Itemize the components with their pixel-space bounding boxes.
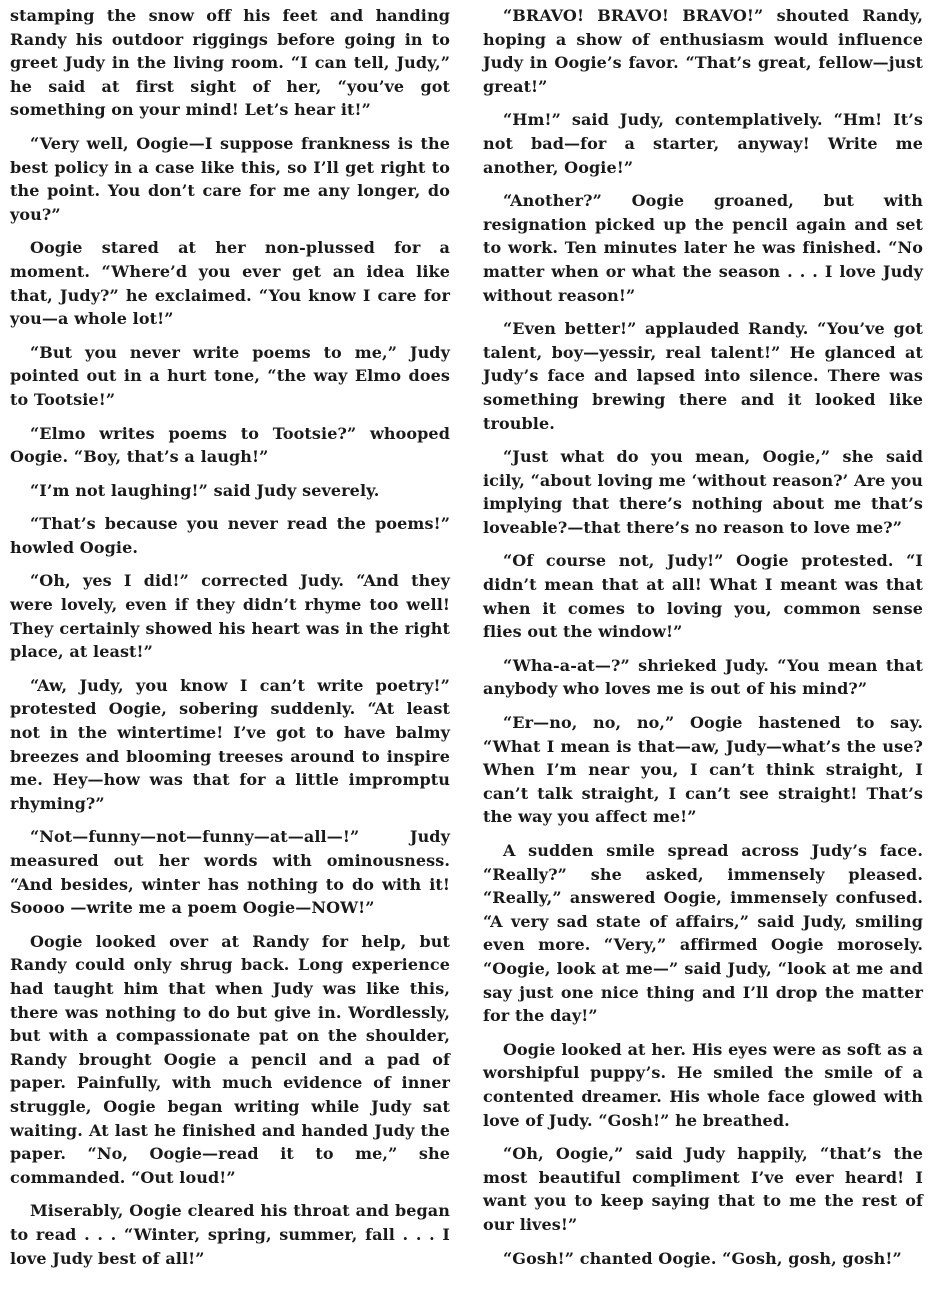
paragraph: “Elmo writes poems to Tootsie?” whooped Oogie. “Boy, that’s a laugh!”	[10, 423, 450, 467]
paragraph: “Oh, yes I did!” corrected Judy. “And they were lovely, even if they didn’t rhyme too well! They certainly showed his heart was in the right place, at least!”	[10, 571, 450, 662]
paragraph: “Oh, Oogie,” said Judy happily, “that’s the most beautiful compliment I’ve ever heard! I want you to keep saying that to me the rest of our lives!”	[483, 1144, 923, 1234]
paragraph: Oogie looked over at Randy for help, but Randy could only shrug back. Long experience had taught him that when Judy was like this, there was nothing to do but give in. Wordlessly, but with a compassionate pat on the shoulder, Randy brought Oogie a pencil and a pad of paper. Painfully, with much evidence of inner struggle, Oogie began writing while Judy sat waiting. At last he finished and handed Judy the paper. “No, Oogie—read it to me,” she commanded. “Out loud!”	[10, 931, 450, 1187]
paragraph: “Not—funny—not—funny—at—all—!” Judy measured out her words with ominousness. “And besides, winter has nothing to do with it! Soooo —write me a poem Oogie—NOW!”	[10, 827, 450, 918]
paragraph: “Very well, Oogie—I suppose frankness is the best policy in a case like this, so I’ll get right to the point. You don’t care for me any longer, do you?”	[10, 133, 450, 224]
paragraph: “Even better!” applauded Randy. “You’ve got talent, boy—yessir, real talent!” He glanced at Judy’s face and lapsed into silence. There was something brewing there and it looked like trouble.	[483, 319, 923, 433]
paragraph: “But you never write poems to me,” Judy pointed out in a hurt tone, “the way Elmo does to Tootsie!”	[10, 342, 450, 409]
paragraph: “Another?” Oogie groaned, but with resignation picked up the pencil again and set to work. Ten minutes later he was finished. “No matter when or what the season . . . I love Judy without reason!”	[483, 191, 923, 305]
paragraph: “Er—no, no, no,” Oogie hastened to say. “What I mean is that—aw, Judy—what’s the use? When I’m near you, I can’t think straight, I can’t talk straight, I can’t see straight! That’s the way you affect me!”	[483, 713, 923, 827]
right-text-column	[483, 4, 923, 1270]
paragraph: Oogie stared at her non-plussed for a moment. “Where’d you ever get an idea like that, Judy?” he exclaimed. “You know I care for you—a whole lot!”	[10, 238, 450, 329]
paragraph: Miserably, Oogie cleared his throat and began to read . . . “Winter, spring, summer, fall . . . I love Judy best of all!”	[10, 1201, 450, 1268]
paragraph: Oogie looked at her. His eyes were as soft as a worshipful puppy’s. He smiled the smile of a contented dreamer. His whole face glowed with love of Judy. “Gosh!” he breathed.	[483, 1039, 923, 1130]
paragraph: “Just what do you mean, Oogie,” she said icily, “about loving me ‘without reason?’ Are you implying that there’s nothing about me that’s loveable?—that there’s no reason to love me?”	[483, 447, 923, 537]
paragraph: stamping the snow off his feet and handing Randy his outdoor riggings before going in to greet Judy in the living room. “I can tell, Judy,” he said at first sight of her, “you’ve got something on your mind! Let’s hear it!”	[10, 6, 450, 120]
paragraph: “I’m not laughing!” said Judy severely.	[30, 480, 380, 500]
paragraph: “Of course not, Judy!” Oogie protested. “I didn’t mean that at all! What I meant was that when it comes to loving you, common sense flies out the window!”	[483, 551, 923, 642]
paragraph: A sudden smile spread across Judy’s face. “Really?” she asked, immensely pleased. “Really,” answered Oogie, immensely confused. “A very sad state of affairs,” said Judy, smiling even more. “Very,” affirmed Oogie morosely. “Oogie, look at me—” said Judy, “look at me and say just one nice thing and I’ll drop the matter for the day!”	[483, 841, 923, 1026]
paragraph: “That’s because you never read the poems!” howled Oogie.	[10, 514, 450, 557]
left-text-column	[10, 4, 450, 1270]
paragraph: “Wha-a-at—?” shrieked Judy. “You mean that anybody who loves me is out of his mind?”	[483, 655, 923, 699]
paragraph: “Aw, Judy, you know I can’t write poetry!” protested Oogie, sobering suddenly. “At least not in the wintertime! I’ve got to have balmy breezes and blooming treeses around to inspire me. Hey—how was that for a little impromptu rhyming?”	[10, 675, 450, 813]
paragraph: “BRAVO! BRAVO! BRAVO!” shouted Randy, hoping a show of enthusiasm would influence Judy in Oogie’s favor. “That’s great, fellow—just great!”	[483, 6, 923, 96]
paragraph: “Gosh!” chanted Oogie. “Gosh, gosh, gosh!”	[503, 1248, 902, 1268]
paragraph: “Hm!” said Judy, contemplatively. “Hm! It’s not bad—for a starter, anyway! Write me another, Oogie!”	[483, 110, 923, 177]
